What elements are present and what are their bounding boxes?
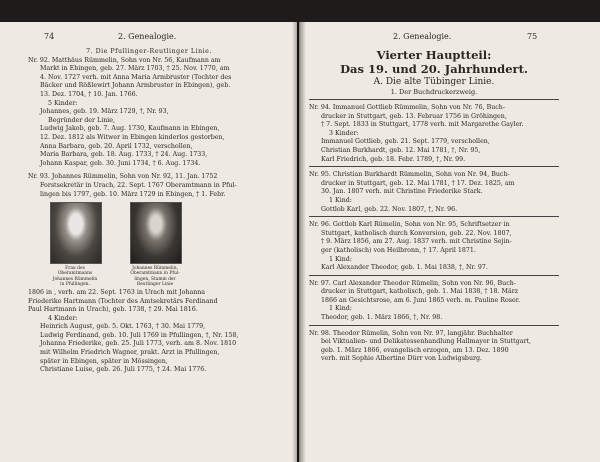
- text-line: geb. 1. März 1866, evangelisch erzogen, am 13. Dez. 1890: [321, 346, 509, 354]
- text-line: Ludwig Jakob, geb. 7. Aug. 1730, Kaufmann in Ebingen,: [40, 125, 220, 133]
- part-title: Vierter Hauptteil:: [376, 48, 492, 62]
- portrait-photo: [50, 202, 102, 264]
- text-line: Johann Kaspar, geb. 30. Juni 1734, † 6. Aug. 1734.: [40, 159, 201, 167]
- text-line: drucker in Stuttgart, geb. 12. Mai 1781, † 17. Dez. 1825, am: [321, 179, 515, 187]
- divider: [309, 166, 559, 167]
- text-line: 1866 an Gesichtsrose, am 6. Juni 1865 verh. m. Pauline Roser.: [321, 296, 521, 304]
- section-title: 1. Der Buchdruckerzweig.: [390, 88, 478, 96]
- text-line: Nr. 96. Gottlob Karl Rümelin, Sohn von Nr. 95, Schriftsetzer in: [309, 221, 510, 229]
- divider: [309, 216, 559, 217]
- text-line: 12. Dez. 1812 als Witwer in Ebingen kinderlos gestorben,: [40, 133, 225, 141]
- portrait-caption: Johannes Rümmelin, Oberamtmann in Pful- lingen, Stamm der Reutlinger Linie: [130, 266, 180, 287]
- section-title: 7. Die Pfullinger-Reutlinger Linie.: [86, 48, 212, 55]
- text-line: ger (katholisch) von Heilbronn, † 17. April 1871.: [321, 246, 476, 254]
- text-line: mit Wilhelm Friedrich Wagner, prakt. Arzt in Pfullingen,: [40, 349, 220, 357]
- kinder-label: 4 Kinder:: [48, 314, 78, 322]
- text-line: Anna Barbara, geb. 20. April 1732, verschollen,: [40, 142, 193, 150]
- text-line: Ludwig Ferdinand, geb. 10. Juli 1769 in Pfullingen, †, Nr. 158,: [40, 331, 239, 339]
- part-subtitle: Das 19. und 20. Jahrhundert.: [340, 62, 528, 76]
- kinder-label: 1 Kind:: [329, 255, 352, 263]
- kinder-label: 1 Kind:: [329, 196, 352, 204]
- portrait-johannes: [130, 202, 180, 287]
- text-line: 30. Jan. 1807 verh. mit Christine Friederike Stark.: [321, 188, 483, 196]
- portraits: [28, 202, 270, 287]
- text-line: Nr. 95. Christian Burkhardt Rümmelin, Sohn von Nr. 94, Buch-: [309, 171, 510, 179]
- text-line: † 9. März 1856, am 27. Aug. 1837 verh. mit Christine Sejin-: [321, 238, 512, 246]
- text-line: Bäcker und Rößlewirt Johann Armbruster in Ebingen), geb.: [40, 82, 231, 90]
- text-line: drucker in Stuttgart, geb. 13. Februar 1756 in Gröhingen,: [321, 112, 507, 120]
- text-line: verh. mit Sophie Albertine Dürr von Ludwigsburg.: [321, 355, 483, 363]
- text-line: Theodor, geb. 1. März 1866, †, Nr. 98.: [321, 314, 443, 322]
- chapter-title: A. Die alte Tübinger Linie.: [373, 77, 495, 87]
- text-line: 1806 in , verh. am 22. Sept. 1763 in Urach mit Johanna: [28, 288, 206, 296]
- text-line: später in Ebingen, später in Mössingen,: [40, 357, 168, 365]
- text-line: Forstsekretär in Urach, 22. Sept. 1767 Oberamtmann in Pful-: [40, 181, 237, 189]
- text-line: Karl Friedrich, geb. 18. Febr. 1789, †, Nr. 99.: [321, 155, 466, 163]
- right-page: [299, 22, 600, 462]
- page-number: 74: [44, 32, 55, 41]
- text-line: Friederike Hartmann (Tochter des Amtsekretärs Ferdinand: [28, 297, 218, 305]
- text-line: Stuttgart, katholisch durch Konversion, geb. 22. Nov. 1807,: [321, 229, 512, 237]
- text-line: 4. Nov. 1727 verh. mit Anna Maria Armbruster (Tochter des: [40, 73, 232, 81]
- text-line: 13. Dez. 1704, † 10. Jan. 1766.: [40, 90, 138, 98]
- text-line: Nr. 94. Immanuel Gottlieb Rümmelin, Sohn von Nr. 76, Buch-: [309, 104, 505, 111]
- kinder-label: 5 Kinder:: [48, 99, 78, 107]
- left-page: [0, 22, 297, 462]
- portrait-caption: Frau des Oberamtmanns Johannes Rümmelin in Pfullingen.: [52, 266, 98, 287]
- text-line: Paul Hartmann in Urach), geb. 1738, † 29. Mai 1816.: [28, 306, 198, 314]
- divider: [309, 275, 559, 276]
- text-line: † 7. Sept. 1833 in Stuttgart, 1778 verh. mit Margarethe Gayler.: [321, 121, 524, 129]
- text-line: Gottlob Karl, geb. 22. Nov. 1807, †, Nr. 96.: [321, 205, 458, 213]
- divider: [309, 99, 559, 100]
- kinder-label: 3 Kinder:: [329, 129, 359, 137]
- portrait-photo: [130, 202, 182, 264]
- text-line: Nr. 97. Carl Alexander Theodor Rümelin, Sohn von Nr. 96, Buch-: [309, 279, 516, 287]
- text-line: drucker in Stuttgart, katholisch, geb. 1. Mai 1838, † 18. März: [321, 288, 519, 296]
- text-line: Immanuel Gottlieb, geb. 21. Sept. 1779, verschollen,: [321, 138, 490, 146]
- text-line: Christiane Luise, geb. 26. Juli 1775, † 24. Mai 1776.: [40, 366, 207, 374]
- text-line: Markt in Ebingen, geb. 27. März 1703, † 25. Nov. 1770, am: [40, 65, 230, 73]
- text-line: Karl Alexander Theodor, geb. 1. Mai 1838, †, Nr. 97.: [321, 264, 488, 272]
- left-content: [28, 48, 270, 375]
- text-line: Nr. 98. Theodor Rümelin, Sohn von Nr. 97, langjähr. Buchhalter: [309, 329, 513, 337]
- portrait-wife: [50, 202, 100, 287]
- text-line: Johanna Friederike, geb. 25. Juli 1773, verh. am 8. Nov. 1810: [40, 340, 237, 348]
- text-line: Maria Barbara, geb. 18. Aug. 1733, † 24. Aug. 1733,: [40, 151, 208, 159]
- text-line: Nr. 93. Johannes Rümmelin, Sohn von Nr. 92, 11. Jan. 1752: [28, 173, 218, 181]
- book-spine-shadow: [292, 22, 306, 462]
- page-number: 75: [527, 32, 538, 41]
- text-line: bei Viktualien- und Delikatessenhandlung Hallmayer in Stuttgart,: [321, 338, 532, 346]
- text-line: Heinrich August, geb. 5. Okt. 1763, † 30. Mai 1779,: [40, 323, 206, 331]
- text-line: Begründer der Linie,: [48, 116, 116, 124]
- right-content: [309, 48, 559, 364]
- kinder-label: 1 Kind:: [329, 305, 352, 313]
- text-line: Christian Burkhardt, geb. 12. Mai 1781, †, Nr. 95,: [321, 146, 481, 154]
- running-head: 2. Genealogie.: [118, 32, 177, 41]
- text-line: Johannes, geb. 19. März 1729, †, Nr. 93,: [40, 108, 169, 116]
- text-line: lingen bis 1797, geb. 10. März 1729 in Ebingen, † 1. Febr.: [40, 190, 226, 198]
- running-head: 2. Genealogie.: [393, 32, 452, 41]
- text-line: Nr. 92. Matthäus Rümmelin, Sohn von Nr. 56, Kaufmann am: [28, 56, 221, 64]
- divider: [309, 325, 559, 326]
